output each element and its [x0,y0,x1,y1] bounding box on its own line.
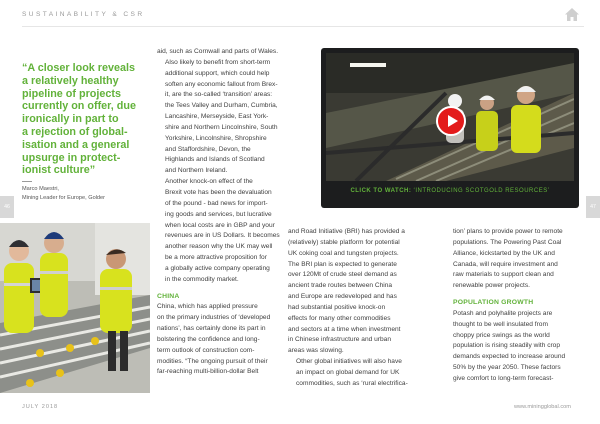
text-line: soften any economic fallout from Brex- [165,80,278,88]
pull-quote-line: currently on offer, due [22,100,136,113]
text-line: shire and Northern Lincolnshire, South [165,123,278,131]
text-line: when local costs are in GBP and your [165,221,275,229]
video-caption[interactable] [321,188,579,194]
text-line: renewable power projects. [453,282,530,290]
text-line: Also likely to benefit from short-term [165,58,271,66]
pull-quote-line: pipeline of projects [22,87,121,100]
text-line: raw materials to support clean and [453,271,554,279]
page-number-right: 47 [586,196,600,218]
text-line: China, which has applied pressure [157,303,258,311]
text-line: be a more attractive proposition for [165,254,267,262]
text-line: effects for many other commodities [288,314,391,322]
pull-quote-line: upsurge in protect- [22,151,121,164]
quote-author-name: Marco Maestri, [22,186,59,192]
text-line: in the commodity market. [165,275,239,283]
page-number-left: 46 [0,196,14,218]
text-line: give comfort to long-term forecast- [453,374,554,382]
article-column-3 [453,227,585,385]
article-column-1 [157,47,297,378]
text-line: and Road Initiative (BRI) has provided a [288,228,405,235]
video-cta-label[interactable]: CLICK TO WATCH: [350,188,412,194]
text-line: tion’ plans to provide power to remote [453,228,563,235]
text-line: the Tees Valley and Durham, Cumbria, [165,102,278,110]
text-line: thought to be well insulated from [453,320,548,328]
quote-attribution-rule [22,181,32,182]
text-line: choppy price swings as the world [453,331,550,339]
section-heading-china: CHINA [157,292,180,300]
text-line: Yorkshire, Lincolnshire, Shropshire [165,134,267,142]
section-title: SUSTAINABILITY & CSR [22,11,145,18]
text-line: revenues are in US Dollars. It becomes [165,232,280,240]
pull-quote-line: ironically in part to [22,113,119,126]
text-line: Canada, will require investment and [453,260,558,268]
text-line: a globally active company operating [165,264,270,272]
workers-photo-illustration [0,223,150,393]
text-line: aid, such as Cornwall and parts of Wales. [157,48,279,55]
text-line: over 120Mt of crude steel demand as [288,271,397,279]
video-player[interactable] [321,48,579,208]
text-line: ancient trade routes between China [288,282,393,290]
text-line: Potash and polyhalite projects are [453,309,553,317]
paragraph [157,47,297,58]
quote-author-title: Mining Leader for Europe, Golder [22,195,106,201]
text-line: UK coking coal and tungsten projects. [288,249,399,257]
text-line: had substantial positive knock-on [288,303,386,311]
text-line: nations’, has certainly done its part in [157,325,266,333]
pull-quote [22,62,144,177]
text-line: far-reaching multi-billion-dollar Belt [157,368,259,376]
footer-website-link[interactable]: www.miningglobal.com [514,404,571,410]
text-line: additional support, which could help [165,69,270,77]
pull-quote-line: “A closer look reveals [22,62,136,74]
text-line: Other global initiatives will also have [296,358,402,366]
text-line: commodities, such as ‘rural electrifica- [296,379,408,387]
article-column-2 [288,227,428,390]
text-line: Alliance, kickstarted by the UK and [453,249,555,257]
text-line: and Staffordshire, Devon, the [165,145,251,153]
pull-quote-line: isation and a general [22,138,130,151]
header-divider [22,26,584,27]
text-line: on the primary industries of ‘developed [157,314,271,322]
text-line: term outlook of construction com- [157,346,255,354]
text-line: another reason why the UK may well [165,243,273,251]
text-line: (relatively) stable platform for potential [288,238,400,246]
play-button[interactable] [436,106,466,136]
text-line: bolstering the confidence and long- [157,335,260,343]
text-line: Lancashire, Merseyside, East York- [165,113,269,121]
text-line: it, are the so-called ‘transition’ areas: [165,91,273,99]
workers-photo [0,223,150,393]
pull-quote-line: a relatively healthy [22,74,119,87]
pull-quote-line: ionist culture” [22,164,96,177]
footer-date: JULY 2018 [22,404,59,410]
paragraph [157,177,297,285]
text-line: 50% by the year 2050. These factors [453,364,561,372]
text-line: and sectors at a time when investment [288,325,401,333]
text-line: Brexit vote has been the devaluation [165,188,272,196]
paragraph [453,227,585,292]
home-icon[interactable] [564,7,580,22]
text-line: population is rising steadily with crop [453,342,561,350]
text-line: ing goods and services, but lucrative [165,210,272,218]
text-line: Another knock-on effect of the [165,178,253,186]
text-line: areas was slowing. [288,347,344,355]
paragraph [157,302,297,378]
section-heading-population-growth: POPULATION GROWTH [453,299,534,307]
text-line: in Chinese infrastructure and urban [288,336,391,344]
paragraph [157,58,297,177]
text-line: an impact on global demand for UK [296,368,400,376]
text-line: populations. The Powering Past Coal [453,238,562,246]
paragraph [288,357,428,390]
text-line: The BRI plan is expected to generate [288,260,397,268]
paragraph [288,227,428,357]
text-line: demands expected to increase around [453,353,566,361]
text-line: Highlands and Islands of Scotland [165,156,265,164]
paragraph [453,309,585,385]
text-line: and Northern Ireland. [165,167,228,175]
pull-quote-line: a rejection of global- [22,125,128,138]
text-line: modities. “The ongoing pursuit of their [157,357,268,365]
video-title[interactable]: ‘INTRODUCING SCOTGOLD RESOURCES’ [413,188,550,194]
text-line: and Europe are redeveloped and has [288,293,397,301]
text-line: of the pound - bad news for import- [165,199,268,207]
